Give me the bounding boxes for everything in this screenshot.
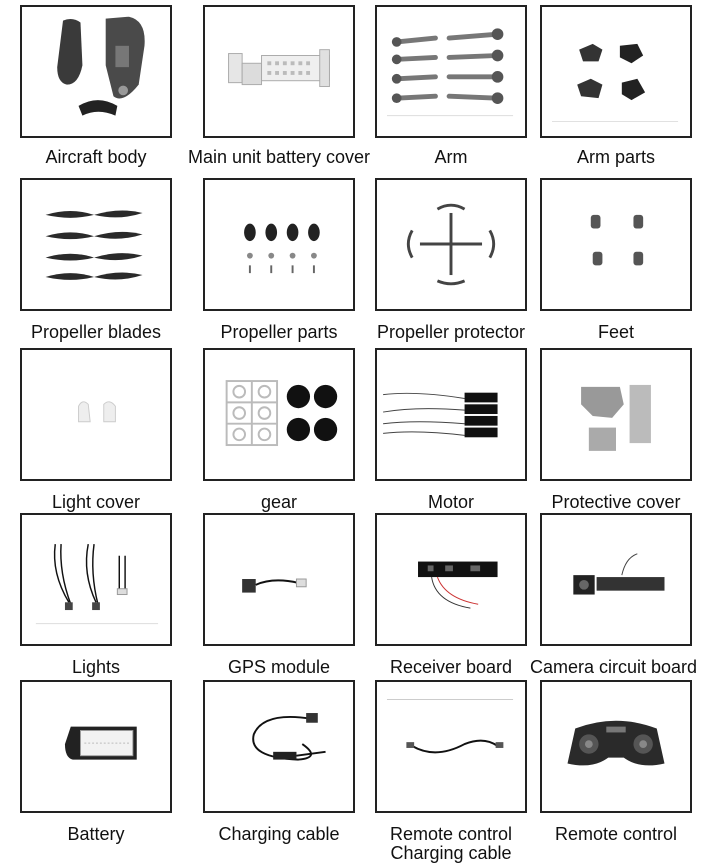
propeller-protector-icon xyxy=(377,180,525,309)
remote-control-icon xyxy=(542,682,690,811)
battery-cover-frame xyxy=(203,5,355,138)
battery-frame xyxy=(20,680,172,813)
part-label: Charging cable xyxy=(218,824,340,844)
propeller-parts-frame xyxy=(203,178,355,311)
light-cover-icon xyxy=(22,350,170,479)
part-label: Arm parts xyxy=(576,147,655,167)
gps-module-frame xyxy=(203,513,355,646)
part-label: Remote control xyxy=(554,824,678,844)
arm-icon xyxy=(377,7,525,136)
part-label-line2: Charging cable xyxy=(390,843,512,863)
part-label: Light cover xyxy=(51,492,141,512)
part-label: gear xyxy=(260,492,298,512)
propeller-parts-icon xyxy=(205,180,353,309)
receiver-board-icon xyxy=(377,515,525,644)
camera-circuit-board-icon xyxy=(542,515,690,644)
gps-module-icon xyxy=(205,515,353,644)
arm-parts-icon xyxy=(542,7,690,136)
remote-charging-cable-frame xyxy=(375,680,527,813)
receiver-board-frame xyxy=(375,513,527,646)
part-label: Lights xyxy=(71,657,121,677)
propeller-blades-frame xyxy=(20,178,172,311)
part-label: Aircraft body xyxy=(45,147,147,167)
propeller-protector-frame xyxy=(375,178,527,311)
gear-icon xyxy=(205,350,353,479)
part-label: Motor xyxy=(427,492,474,512)
arm-parts-frame xyxy=(540,5,692,138)
part-label: Main unit battery cover xyxy=(187,147,371,167)
lights-frame xyxy=(20,513,172,646)
protective-cover-icon xyxy=(542,350,690,479)
feet-icon xyxy=(542,180,690,309)
part-label: Receiver board xyxy=(389,657,513,677)
lights-icon xyxy=(22,515,170,644)
remote-charging-cable-icon xyxy=(377,682,525,811)
propeller-blades-icon xyxy=(22,180,170,309)
motor-icon xyxy=(377,350,525,479)
arm-frame xyxy=(375,5,527,138)
part-label: Propeller blades xyxy=(30,322,162,342)
part-label: Arm xyxy=(434,147,468,167)
part-label: Remote control xyxy=(389,824,513,844)
charging-cable-icon xyxy=(205,682,353,811)
protective-cover-frame xyxy=(540,348,692,481)
part-label: Propeller parts xyxy=(220,322,338,342)
camera-circuit-board-frame xyxy=(540,513,692,646)
part-label: Propeller protector xyxy=(376,322,526,342)
battery-cover-icon xyxy=(205,7,353,136)
feet-frame xyxy=(540,178,692,311)
part-label: Feet xyxy=(597,322,635,342)
aircraft-body-icon xyxy=(22,7,170,136)
part-label: Camera circuit board xyxy=(529,657,698,677)
part-label: Protective cover xyxy=(551,492,681,512)
motor-frame xyxy=(375,348,527,481)
aircraft-body-frame xyxy=(20,5,172,138)
part-label: Battery xyxy=(67,824,125,844)
remote-control-frame xyxy=(540,680,692,813)
part-label: GPS module xyxy=(227,657,331,677)
light-cover-frame xyxy=(20,348,172,481)
gear-frame xyxy=(203,348,355,481)
battery-icon xyxy=(22,682,170,811)
charging-cable-frame xyxy=(203,680,355,813)
